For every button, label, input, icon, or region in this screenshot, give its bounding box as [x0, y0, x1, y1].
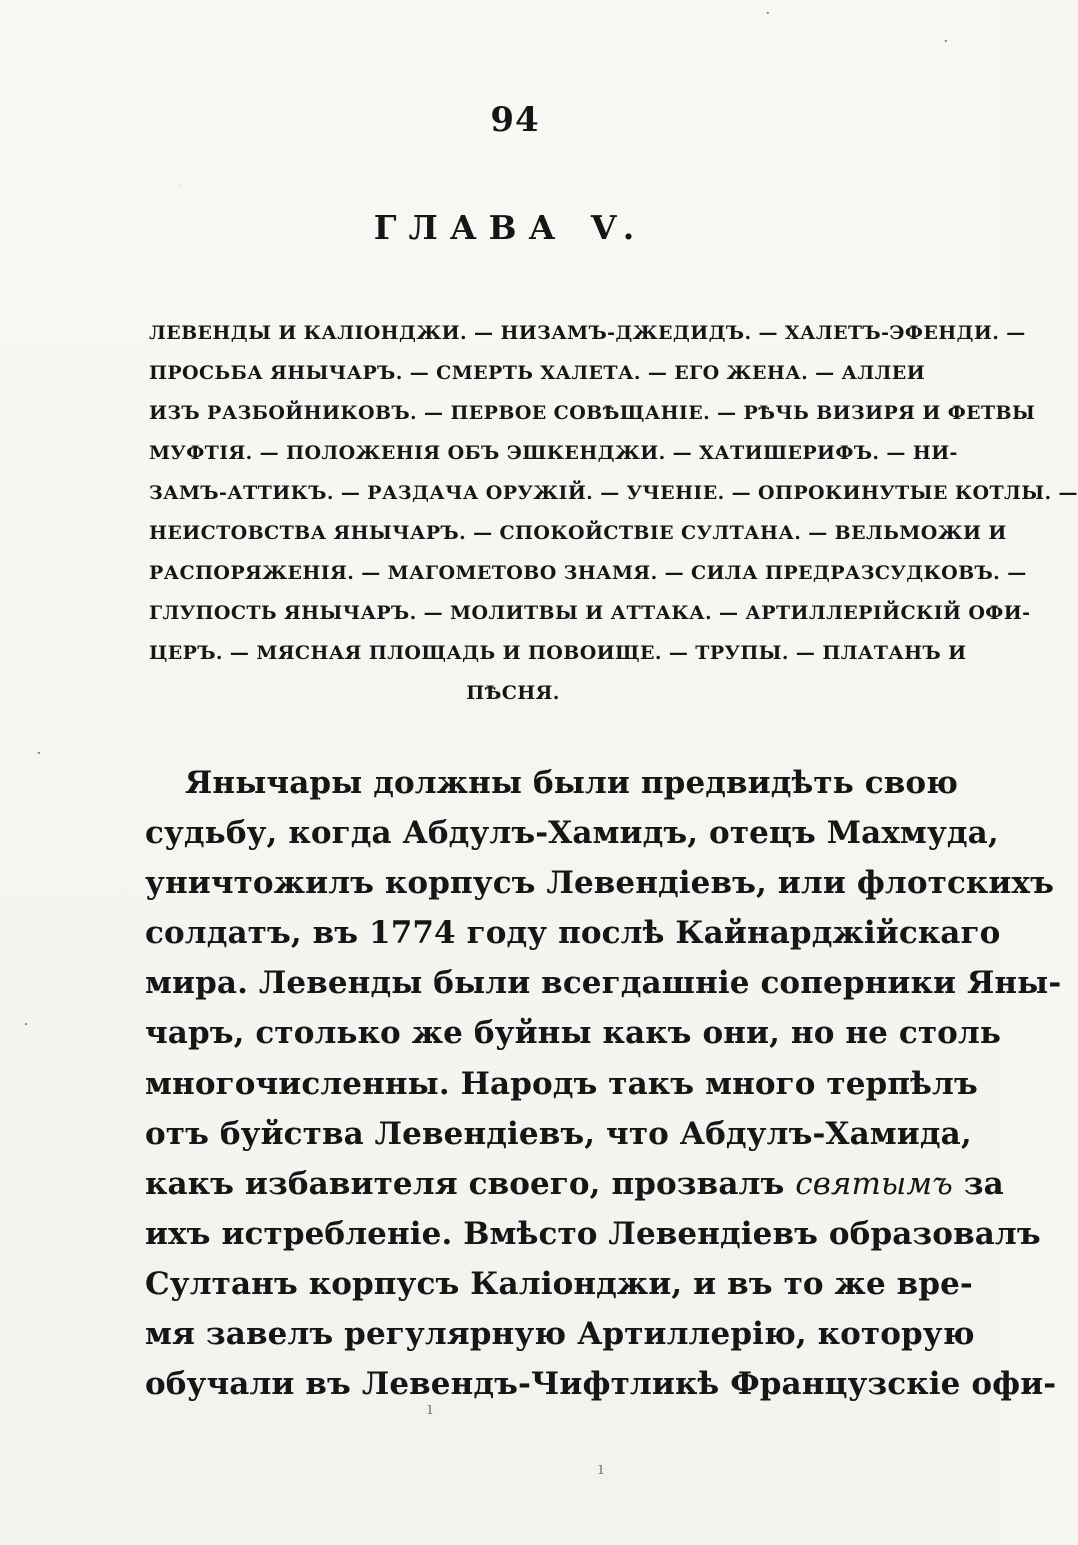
body-line: уничтожилъ корпусъ Левендіевъ, или флотскихъ — [145, 865, 1054, 902]
summary-line: ПРОСЬБА ЯНЫЧАРЪ. — СМЕРТЬ ХАЛЕТА. — ЕГО ЖЕНА. — АЛЛЕИ — [149, 362, 926, 384]
body-line: ихъ истребленіе. Вмѣсто Левендіевъ образовалъ — [145, 1215, 1041, 1252]
print-speck: · — [765, 3, 771, 24]
summary-line: РАСПОРЯЖЕНІЯ. — МАГОМЕТОВО ЗНАМЯ. — СИЛА ПРЕДРАЗСУДКОВЪ. — — [149, 562, 1027, 584]
summary-line: ИЗЪ РАЗБОЙНИКОВЪ. — ПЕРВОЕ СОВѢЩАНІЕ. — РѢЧЬ ВИЗИРЯ И ФЕТВЫ — [149, 402, 1036, 424]
summary-line: МУФТІЯ. — ПОЛОЖЕНІЯ ОБЪ ЭШКЕНДЖИ. — ХАТИШЕРИФЪ. — НИ- — [149, 442, 958, 464]
italic-word: святымъ — [795, 1165, 953, 1202]
main-text — [145, 758, 1062, 1409]
body-line: солдатъ, въ 1774 году послѣ Кайнарджійскаго — [145, 915, 1001, 952]
body-line: чаръ, столько же буйны какъ они, но не столь — [145, 1015, 1002, 1052]
summary-line: ГЛУПОСТЬ ЯНЫЧАРЪ. — МОЛИТВЫ И АТТАКА. — АРТИЛЛЕРІЙСКІЙ ОФИ- — [149, 602, 1031, 624]
summary-line: ПѢСНЯ. — [466, 682, 560, 704]
body-line: обучали въ Левендъ-Чифтликѣ Французскіе офи- — [145, 1366, 1057, 1403]
body-line: многочисленны. Народъ такъ много терпѣлъ — [145, 1065, 978, 1102]
body-line: Султанъ корпусъ Каліонджи, и въ то же вре- — [145, 1265, 973, 1302]
summary-line: ЦЕРЪ. — МЯСНАЯ ПЛОЩАДЬ И ПОВОИЩЕ. — ТРУПЫ. — ПЛАТАНЪ И — [149, 642, 967, 664]
body-line — [145, 1159, 1004, 1209]
body-line: Янычары должны были предвидѣть свою — [185, 765, 959, 801]
chapter-summary — [149, 313, 1078, 713]
summary-line: НЕИСТОВСТВА ЯНЫЧАРЪ. — СПОКОЙСТВІЕ СУЛТАНА. — ВЕЛЬМОЖИ И — [149, 522, 1007, 544]
print-speck: · — [943, 31, 949, 52]
body-line: мя завелъ регулярную Артиллерію, которую — [145, 1316, 975, 1353]
print-speck: . — [23, 1009, 29, 1030]
summary-line: ЗАМЪ-АТТИКЪ. — РАЗДАЧА ОРУЖІЙ. — УЧЕНІЕ. — ОПРОКИНУТЫЕ КОТЛЫ. — — [149, 482, 1078, 504]
print-speck: ı — [427, 1398, 433, 1419]
page-number: 94 — [490, 100, 540, 140]
summary-line: ЛЕВЕНДЫ И КАЛІОНДЖИ. — НИЗАМЪ-ДЖЕДИДЪ. — ХАЛЕТЪ-ЭФЕНДИ. — — [149, 322, 1026, 344]
body-line: мира. Левенды были всегдашніе соперники Яны- — [145, 965, 1062, 1002]
body-text: за — [952, 1165, 1004, 1202]
body-text: какъ избавителя своего, прозвалъ — [145, 1165, 796, 1202]
body-line: судьбу, когда Абдулъ-Хамидъ, отецъ Махмуда, — [145, 815, 999, 852]
print-speck: · — [36, 743, 42, 764]
chapter-title: ГЛАВА V. — [373, 208, 647, 247]
print-speck: ı — [598, 1458, 604, 1479]
body-line: отъ буйства Левендіевъ, что Абдулъ-Хамида, — [145, 1115, 972, 1152]
